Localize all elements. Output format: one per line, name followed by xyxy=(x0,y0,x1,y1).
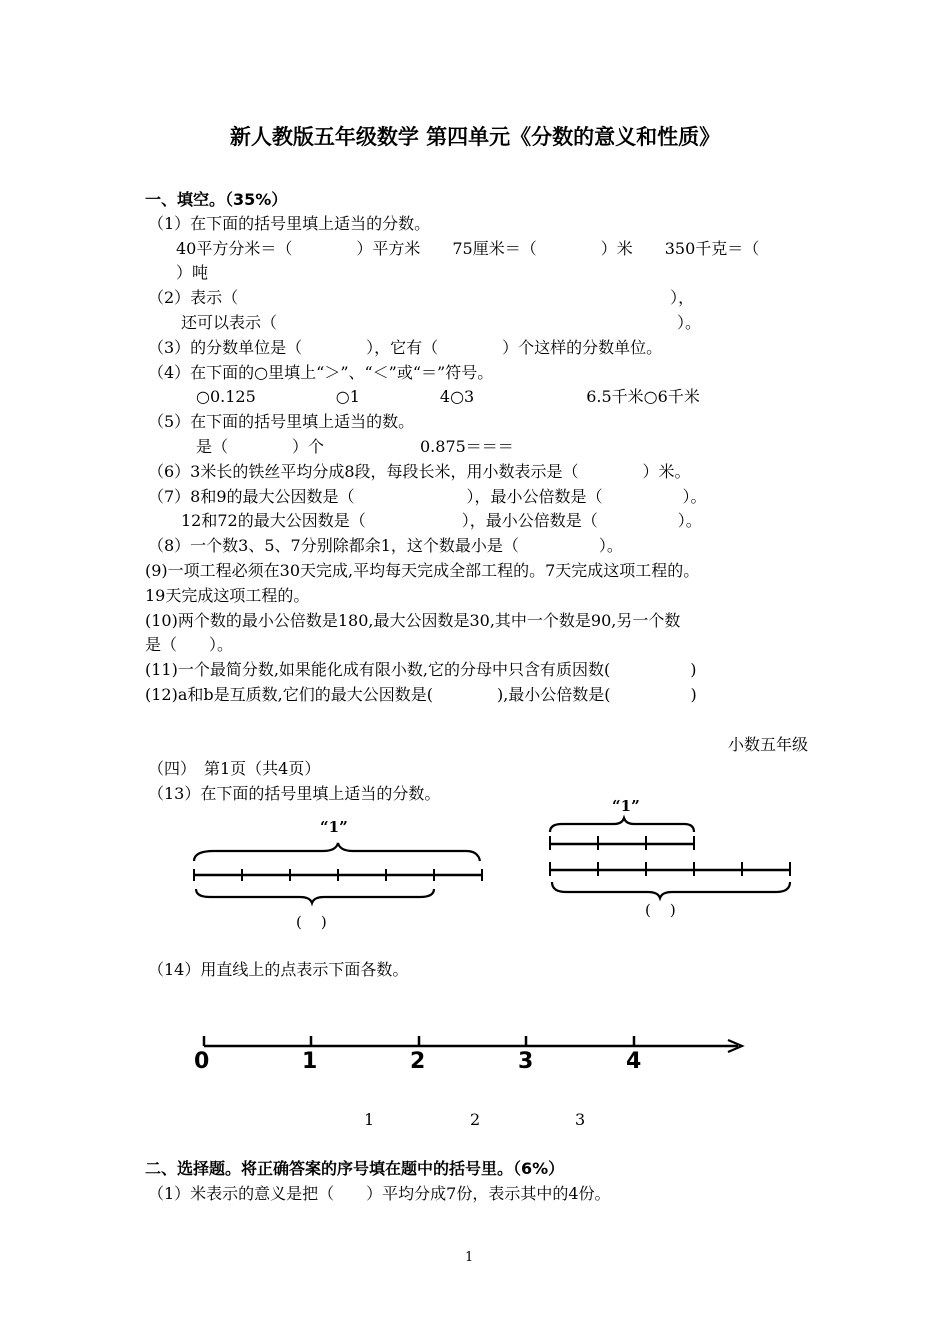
q8-text: （8）一个数3、5、7分别除都余1，这个数最小是（ ）。 xyxy=(148,536,623,555)
footer-note: 小数五年级 xyxy=(727,735,808,754)
q13-left-answer: ( ) xyxy=(296,913,327,931)
axis-label-3: 3 xyxy=(518,1049,534,1074)
axis-label-1: 1 xyxy=(302,1049,318,1074)
q2-line2: 还可以表示（ ）。 xyxy=(181,313,702,332)
q4-text: （4）在下面的○里填上“＞”、“＜”或“＝”符号。 xyxy=(148,363,494,382)
below-label-3: 3 xyxy=(575,1110,586,1129)
section1-heading: 一、填空。（35%） xyxy=(145,190,288,209)
q1-text: （1）在下面的括号里填上适当的分数。 xyxy=(148,214,431,233)
q5-text: （5）在下面的括号里填上适当的数。 xyxy=(148,412,415,431)
q4-line1: ○0.125 ○1 4○3 6.5千米○6千米 xyxy=(196,387,700,406)
number-line xyxy=(190,1030,750,1090)
q9-line2: 19天完成这项工程的。 xyxy=(145,586,310,605)
section2-q1: （1）米表示的意义是把（ ）平均分成7份，表示其中的4份。 xyxy=(148,1184,611,1203)
q10-line1: (10)两个数的最小公倍数是180,最大公因数是30,其中一个数是90,另一个数 xyxy=(145,611,681,630)
q14-text: （14）用直线上的点表示下面各数。 xyxy=(148,960,409,979)
page-number: 1 xyxy=(465,1250,474,1265)
page-title: 新人教版五年级数学 第四单元《分数的意义和性质》 xyxy=(229,125,721,149)
q9-line1: (9)一项工程必须在30天完成,平均每天完成全部工程的。7天完成这项工程的。 xyxy=(145,561,700,580)
q2-line1: （2）表示（ ）， xyxy=(148,288,695,307)
below-label-2: 2 xyxy=(470,1110,481,1129)
q13-right-label: “1” xyxy=(612,797,640,815)
axis-label-2: 2 xyxy=(410,1049,426,1074)
q13-text: （13）在下面的括号里填上适当的分数。 xyxy=(148,784,441,803)
q5-line1: 是（ ）个 0.875＝＝＝ xyxy=(196,437,514,456)
q13-left-label: “1” xyxy=(320,818,348,836)
q7-line1: （7）8和9的最大公因数是（ ），最小公倍数是（ ）。 xyxy=(148,487,707,506)
axis-label-0: 0 xyxy=(194,1049,210,1074)
section2-heading: 二、选择题。将正确答案的序号填在题中的括号里。（6%） xyxy=(145,1159,565,1178)
q1-line2: ）吨 xyxy=(176,263,209,282)
q12-text: (12)a和b是互质数,它们的最大公因数是( ),最小公倍数是( ) xyxy=(145,685,697,704)
q1-line1: 40平方分米＝（ ）平方米 75厘米＝（ ）米 350千克＝（ xyxy=(176,239,760,258)
q11-text: (11)一个最简分数,如果能化成有限小数,它的分母中只含有质因数( ) xyxy=(145,660,697,679)
q10-line2: 是（ ）。 xyxy=(145,635,234,654)
q3-text: （3）的分数单位是（ ），它有（ ）个这样的分数单位。 xyxy=(148,338,663,357)
q6-text: （6）3米长的铁丝平均分成8段，每段长米，用小数表示是（ ）米。 xyxy=(148,462,691,481)
page-info: （四） 第1页（共4页） xyxy=(148,759,321,778)
below-label-1: 1 xyxy=(364,1110,375,1129)
q13-right-answer: ( ) xyxy=(645,901,676,919)
q7-line2: 12和72的最大公因数是（ ），最小公倍数是（ ）。 xyxy=(181,511,702,530)
axis-label-4: 4 xyxy=(626,1049,642,1074)
